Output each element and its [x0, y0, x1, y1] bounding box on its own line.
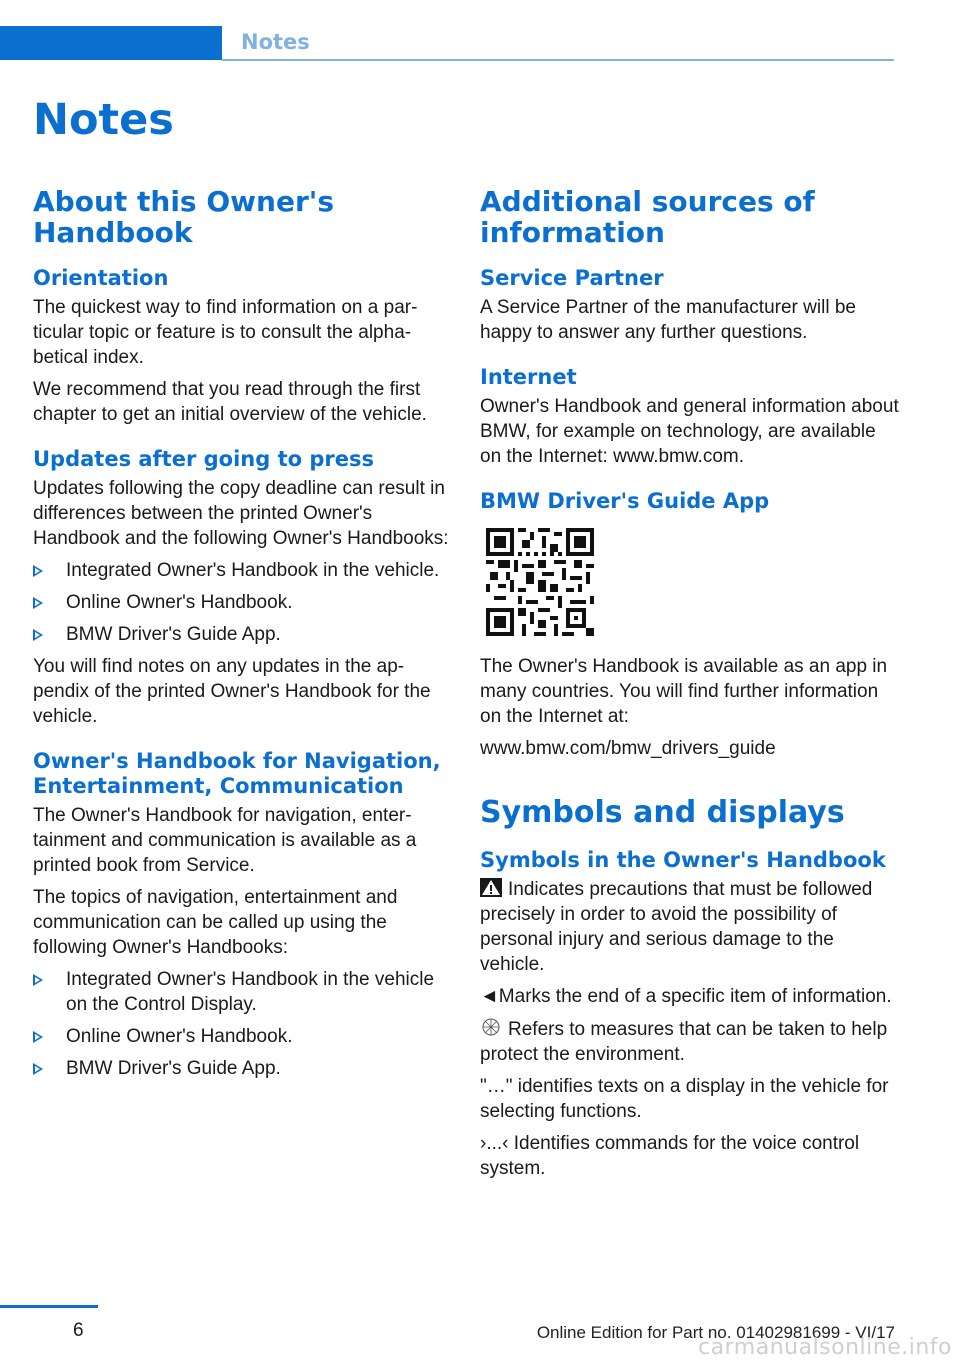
list-item — [33, 622, 453, 647]
paragraph: The Owner's Handbook is available as an app in many countries. You will find further information on the Internet at: — [480, 656, 888, 727]
paragraph: The Owner's Handbook for navigation, entertainment and communication is available as a printed book from Service. — [33, 805, 417, 876]
page-title: Notes — [33, 95, 174, 145]
section-internet — [480, 365, 900, 469]
section-navigation-handbook — [33, 749, 453, 1081]
header-section-label: Notes — [241, 30, 310, 54]
environment-icon — [480, 1016, 502, 1038]
list-item-text: BMW Driver's Guide App. — [66, 1058, 281, 1079]
paragraph-end-mark: ◄Marks the end of a specific item of information. — [480, 986, 892, 1007]
heading-about-handbook: About this Owner's Handbook — [33, 185, 334, 249]
subheading-internet: Internet — [480, 365, 577, 389]
subheading-drivers-guide-app: BMW Driver's Guide App — [480, 489, 770, 513]
warning-triangle-icon — [480, 878, 502, 897]
bullet-triangle-icon — [33, 974, 43, 986]
subheading-orientation: Orientation — [33, 266, 169, 290]
bullet-list — [33, 967, 453, 1081]
paragraph-display-text: "…" identifies texts on a display in the vehicle for selecting functions. — [480, 1076, 889, 1122]
list-item-text: Integrated Owner's Handbook in the vehicle. — [66, 560, 440, 581]
list-item-text: BMW Driver's Guide App. — [66, 624, 281, 645]
section-drivers-guide-app — [480, 489, 900, 761]
heading-symbols-displays: Symbols and displays — [480, 795, 845, 830]
footer-rule — [0, 1305, 98, 1308]
bullet-triangle-icon — [33, 1031, 43, 1043]
section-service-partner — [480, 266, 900, 345]
paragraph-environment — [480, 1016, 900, 1067]
paragraph: The quickest way to find information on a particular topic or feature is to consult the alphabetical index. — [33, 297, 418, 368]
list-item — [33, 558, 453, 583]
bullet-triangle-icon — [33, 565, 43, 577]
page-number: 6 — [73, 1320, 84, 1341]
warning-text: Indicates precautions that must be followed precisely in order to avoid the possibility of personal injury and serious damage to the vehicle. — [480, 879, 873, 975]
left-column — [33, 186, 453, 1101]
paragraph: A Service Partner of the manufacturer will be happy to answer any further questions. — [480, 297, 856, 343]
list-item — [33, 1056, 453, 1081]
watermark: carmanualsonline.info — [698, 1335, 952, 1360]
paragraph: Updates following the copy deadline can result in differences between the printed Owner's Handbook and the following Owner's Handbooks: — [33, 478, 449, 549]
right-column — [480, 186, 900, 1201]
subheading-updates: Updates after going to press — [33, 447, 374, 471]
app-url: www.bmw.com/bmw_drivers_guide — [480, 738, 776, 759]
paragraph: Owner's Handbook and general information about BMW, for example on technology, are available on the Internet: www.bmw.com. — [480, 396, 899, 467]
list-item-text: Integrated Owner's Handbook in the vehicle on the Control Display. — [66, 969, 435, 1015]
list-item — [33, 590, 453, 615]
paragraph-warning — [480, 877, 900, 977]
subheading-service-partner: Service Partner — [480, 266, 664, 290]
heading-additional-sources: Additional sources of information — [480, 185, 815, 249]
qr-code-icon — [486, 528, 594, 636]
header-accent-bar — [0, 26, 222, 60]
section-symbols — [480, 848, 900, 1181]
paragraph: The topics of navigation, entertainment and communication can be called up using the following Owner's Handbooks: — [33, 887, 398, 958]
list-item — [33, 1024, 453, 1049]
subheading-symbols: Symbols in the Owner's Handbook — [480, 848, 886, 872]
paragraph-voice: ›...‹ Identifies commands for the voice control system. — [480, 1133, 860, 1179]
bullet-triangle-icon — [33, 1063, 43, 1075]
section-updates — [33, 447, 453, 729]
header-rule — [222, 59, 894, 61]
environment-text: Refers to measures that can be taken to help protect the environment. — [480, 1019, 888, 1065]
subheading-navigation-handbook: Owner's Handbook for Navigation, Entertainment, Communication — [33, 749, 441, 798]
list-item-text: Online Owner's Handbook. — [66, 592, 293, 613]
bullet-triangle-icon — [33, 629, 43, 641]
bullet-triangle-icon — [33, 597, 43, 609]
list-item-text: Online Owner's Handbook. — [66, 1026, 293, 1047]
edition-note: Online Edition for Part no. 01402981699 - VI/17 — [536, 1323, 895, 1342]
list-item — [33, 967, 453, 1017]
bullet-list — [33, 558, 453, 647]
paragraph: You will find notes on any updates in the appendix of the printed Owner's Handbook for the vehicle. — [33, 656, 431, 727]
section-orientation — [33, 266, 453, 427]
paragraph: We recommend that you read through the first chapter to get an initial overview of the vehicle. — [33, 379, 427, 425]
